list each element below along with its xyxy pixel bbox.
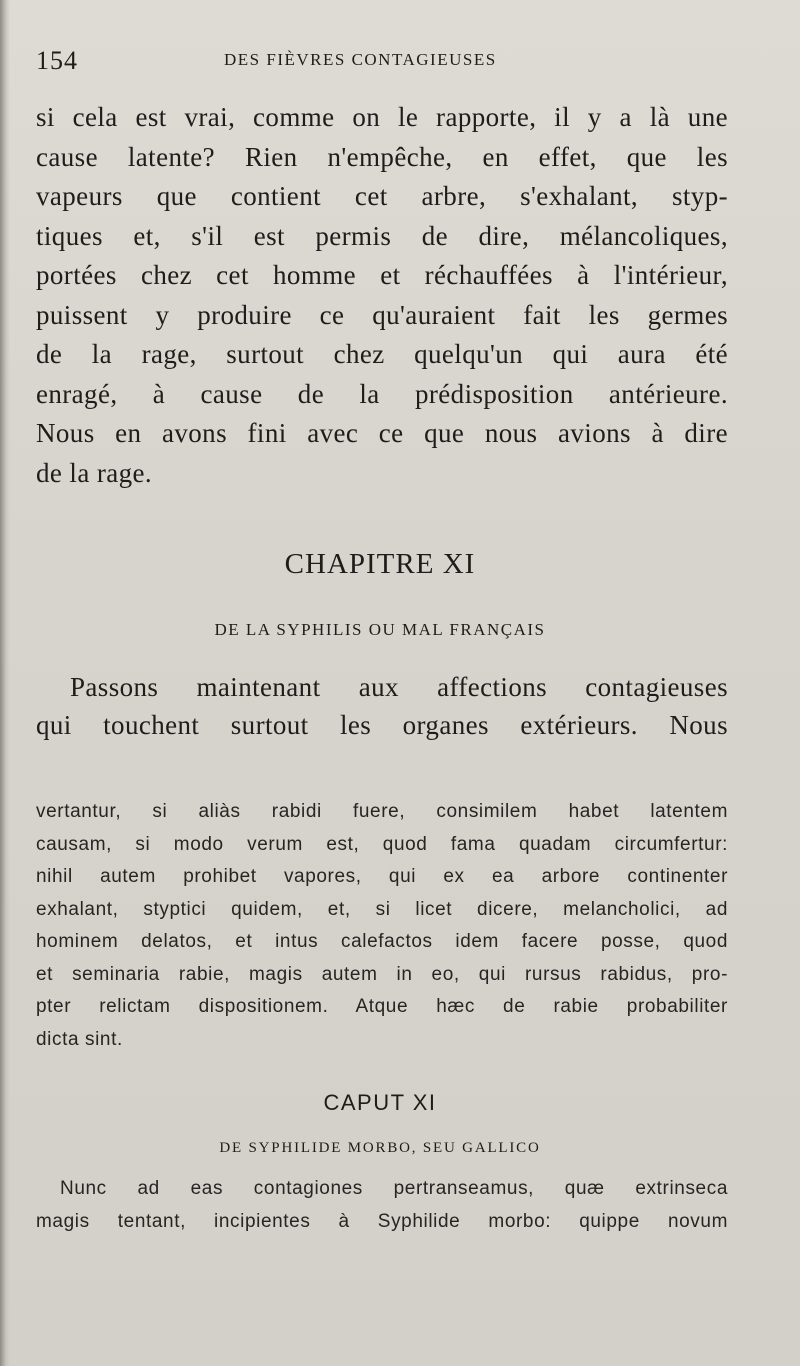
text-line: dicta sint. xyxy=(36,1028,123,1050)
text-line: vertantur, si aliàs rabidi fuere, consimilem habet latentem xyxy=(36,801,728,822)
text-line: tiques et, s'il est permis de dire, mélancoliques, xyxy=(36,220,728,251)
caput-title: CAPUT XI xyxy=(323,1090,437,1115)
text-line: hominem delatos, et intus calefactos idem facere posse, quod xyxy=(36,931,728,952)
text-line: enragé, à cause de la prédisposition antérieure. xyxy=(36,378,728,409)
page-header xyxy=(36,46,764,76)
text-line: Nunc ad eas contagiones pertranseamus, quæ extrinseca xyxy=(60,1178,728,1199)
text-line: si cela est vrai, comme on le rapporte, il y a là une xyxy=(36,102,728,132)
text-line: magis tentant, incipientes à Syphilide morbo: quippe novum xyxy=(36,1210,728,1232)
text-line: vapeurs que contient cet arbre, s'exhalant, styp- xyxy=(36,181,728,211)
chapter-subtitle: DE LA SYPHILIS OU MAL FRANÇAIS xyxy=(214,620,546,639)
text-line: et seminaria rabie, magis autem in eo, qui rursus rabidus, pro- xyxy=(36,963,728,985)
page-number: 154 xyxy=(36,46,78,75)
text-line: portées chez cet homme et réchauffées à l'intérieur, xyxy=(36,260,728,290)
latin-paragraph-rage-conclusion xyxy=(36,796,728,1056)
text-line: de la rage, surtout chez quelqu'un qui aura été xyxy=(36,339,728,369)
text-line: Passons maintenant aux affections contagieuses xyxy=(70,672,728,702)
caput-subtitle: DE SYPHILIDE MORBO, SEU GALLICO xyxy=(219,1140,541,1156)
text-line: nihil autem prohibet vapores, qui ex ea arbore continenter xyxy=(36,866,728,887)
text-line: exhalant, styptici quidem, et, si licet dicere, melancholici, ad xyxy=(36,898,728,920)
text-line: Nous en avons fini avec ce que nous avions à dire xyxy=(36,418,728,448)
chapter-title: CHAPITRE XI xyxy=(284,548,476,580)
text-line: causam, si modo verum est, quod fama quadam circumfertur: xyxy=(36,833,728,855)
text-line: cause latente? Rien n'empêche, en effet, que les xyxy=(36,141,728,172)
text-line: de la rage. xyxy=(36,457,153,488)
french-paragraph-rage-conclusion xyxy=(36,98,728,493)
text-line: puissent y produire ce qu'auraient fait les germes xyxy=(36,299,728,330)
page-gutter-shadow xyxy=(0,0,10,1366)
latin-paragraph-syphilis-intro xyxy=(36,1173,728,1238)
text-line: qui touchent surtout les organes extérieurs. Nous xyxy=(36,710,728,740)
running-head: DES FIÈVRES CONTAGIEUSES xyxy=(224,50,497,69)
french-paragraph-syphilis-intro xyxy=(36,668,728,744)
text-line: pter relictam dispositionem. Atque hæc de rabie probabiliter xyxy=(36,996,728,1017)
